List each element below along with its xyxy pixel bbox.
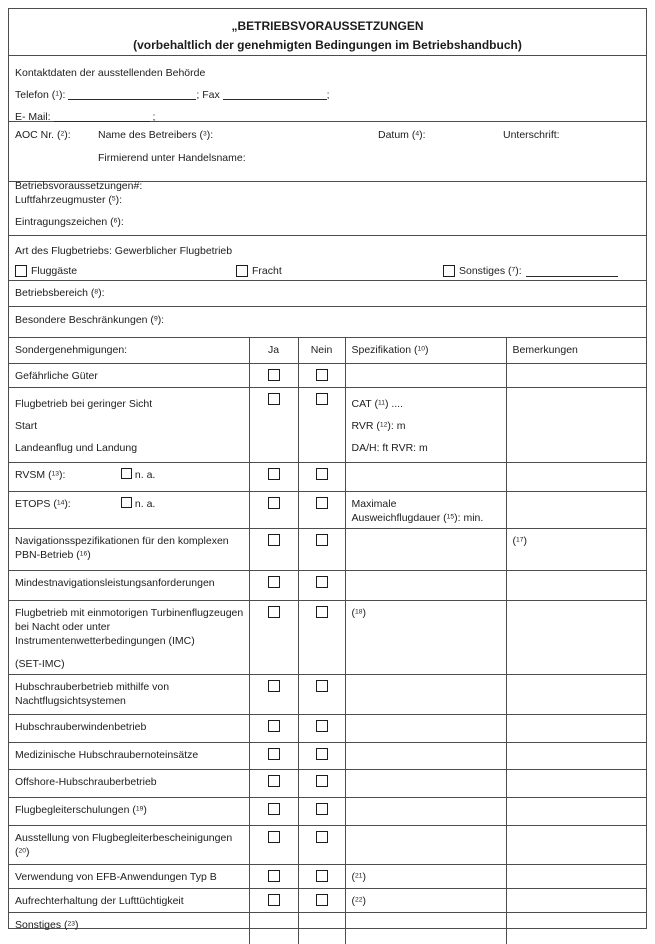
- spec-cell: ($^{18}$): [345, 600, 506, 674]
- yes-checkbox[interactable]: [268, 870, 280, 882]
- row-label: Mindestnavigationsleistungsanforderungen: [9, 570, 249, 600]
- spec-cell: [345, 674, 506, 714]
- row-label: Verwendung von EFB-Anwendungen Typ B: [9, 864, 249, 888]
- yes-checkbox[interactable]: [268, 748, 280, 760]
- yes-checkbox[interactable]: [268, 680, 280, 692]
- row-label: Ausstellung von Flugbegleiterbescheinigungen ($^{20}$): [9, 825, 249, 864]
- yes-checkbox[interactable]: [268, 831, 280, 843]
- row-label: Gefährliche Güter: [9, 363, 249, 387]
- page-title: „BETRIEBSVORAUSSETZUNGEN: [231, 19, 424, 33]
- no-checkbox[interactable]: [316, 606, 328, 618]
- col-header-yes: Ja: [249, 338, 298, 363]
- option-other: [443, 261, 618, 281]
- yes-cell: [249, 528, 298, 570]
- special-limitations-section: [9, 307, 646, 338]
- col-header-spec: Spezifikation ($^{10}$): [345, 338, 506, 363]
- no-cell: [298, 570, 345, 600]
- passengers-checkbox[interactable]: [15, 265, 27, 277]
- table-row-other: [9, 912, 646, 944]
- spec-cell: [345, 825, 506, 864]
- no-cell: [298, 674, 345, 714]
- title-block: [9, 9, 646, 56]
- yes-cell: [249, 797, 298, 825]
- no-cell: [298, 387, 345, 462]
- signature-label: Unterschrift:: [503, 129, 560, 141]
- table-row-offshore: [9, 769, 646, 797]
- aircraft-model-label: Luftfahrzeugmuster ($^5$):: [15, 194, 123, 206]
- no-cell: [298, 912, 345, 944]
- aoc-number-label: AOC Nr. ($^2$):: [15, 129, 71, 141]
- other-label: Sonstiges ($^7$):: [459, 265, 522, 277]
- table-row-nvis: [9, 674, 646, 714]
- row-label: Flugbetrieb bei geringer Sicht Start Landeanflug und Landung: [9, 387, 249, 462]
- remarks-cell: [506, 825, 646, 864]
- table-row-dangerous-goods: [9, 363, 646, 387]
- email-label: E- Mail:: [15, 111, 51, 123]
- spec-cell: [345, 797, 506, 825]
- no-checkbox[interactable]: [316, 894, 328, 906]
- spec-cell: Maximale Ausweichflugdauer ($^{15}$): min.: [345, 491, 506, 528]
- other-field[interactable]: [526, 265, 618, 277]
- no-cell: [298, 714, 345, 742]
- row-label: Hubschrauberwindenbetrieb: [9, 714, 249, 742]
- no-checkbox[interactable]: [316, 680, 328, 692]
- remarks-cell: ($^{17}$): [506, 528, 646, 570]
- remarks-cell: [506, 674, 646, 714]
- yes-cell: [249, 864, 298, 888]
- no-checkbox[interactable]: [316, 775, 328, 787]
- table-row-rvsm: [9, 462, 646, 491]
- remarks-cell: [506, 462, 646, 491]
- row-label: Hubschrauberbetrieb mithilfe von Nachtflugsichtsystemen: [9, 674, 249, 714]
- no-checkbox[interactable]: [316, 534, 328, 546]
- no-checkbox[interactable]: [316, 720, 328, 732]
- spec-cell: [345, 363, 506, 387]
- table-row-hems: [9, 742, 646, 769]
- yes-checkbox[interactable]: [268, 576, 280, 588]
- cargo-label: Fracht: [252, 265, 282, 277]
- yes-checkbox[interactable]: [268, 803, 280, 815]
- col-header-no: Nein: [298, 338, 345, 363]
- yes-checkbox[interactable]: [268, 775, 280, 787]
- trade-name-label: Firmierend unter Handelsname:: [98, 152, 246, 164]
- yes-cell: [249, 387, 298, 462]
- yes-cell: [249, 462, 298, 491]
- remarks-cell: [506, 864, 646, 888]
- remarks-cell: [506, 742, 646, 769]
- operation-area-section: [9, 281, 646, 307]
- operator-grid: [15, 128, 640, 174]
- yes-cell: [249, 714, 298, 742]
- yes-cell: [249, 912, 298, 944]
- no-cell: [298, 888, 345, 912]
- table-row-cabin-crew-training: [9, 797, 646, 825]
- na-checkbox[interactable]: [121, 468, 132, 479]
- operator-name-label: Name des Betreibers ($^3$):: [98, 129, 214, 141]
- remarks-cell: [506, 912, 646, 944]
- yes-cell: [249, 600, 298, 674]
- yes-checkbox[interactable]: [268, 468, 280, 480]
- approvals-table: [9, 338, 646, 944]
- remarks-cell: [506, 769, 646, 797]
- line1-end: ;: [326, 89, 330, 101]
- no-cell: [298, 797, 345, 825]
- no-cell: [298, 742, 345, 769]
- remarks-cell: [506, 797, 646, 825]
- remarks-cell: [506, 888, 646, 912]
- date-label: Datum ($^4$):: [378, 129, 426, 141]
- no-checkbox[interactable]: [316, 748, 328, 760]
- no-checkbox[interactable]: [316, 468, 328, 480]
- no-cell: [298, 864, 345, 888]
- telefon-fax-line: [15, 84, 640, 106]
- yes-checkbox[interactable]: [268, 534, 280, 546]
- passengers-label: Fluggäste: [31, 265, 78, 277]
- no-checkbox[interactable]: [316, 870, 328, 882]
- table-row-mnps: [9, 570, 646, 600]
- operation-type-section: [9, 236, 646, 281]
- row-label: Offshore-Hubschrauberbetrieb: [9, 769, 249, 797]
- row-label: RVSM ($^{13}$): n. a.: [9, 462, 249, 491]
- spec-cell: ($^{21}$): [345, 864, 506, 888]
- special-limitations-label: Besondere Beschränkungen ($^9$):: [15, 314, 165, 326]
- line2-end: ;: [152, 111, 156, 123]
- spec-cell: [345, 769, 506, 797]
- yes-cell: [249, 742, 298, 769]
- row-label: Navigationsspezifikationen für den komplexen PBN-Betrieb ($^{16}$): [9, 528, 249, 570]
- no-cell: [298, 528, 345, 570]
- table-row-efb: [9, 864, 646, 888]
- spec-cell: [345, 462, 506, 491]
- email-field[interactable]: [54, 110, 150, 122]
- row-label: Flugbetrieb mit einmotorigen Turbinenflugzeugen bei Nacht oder unter Instrumentenwetterbedingungen (IMC) (SET-IMC): [9, 600, 249, 674]
- table-row-low-visibility: [9, 387, 646, 462]
- no-checkbox[interactable]: [316, 497, 328, 509]
- yes-cell: [249, 769, 298, 797]
- row-label: Sonstiges ($^{23}$): [9, 912, 249, 944]
- form-page: [8, 8, 647, 929]
- yes-cell: [249, 491, 298, 528]
- spec-cell: ($^{22}$): [345, 888, 506, 912]
- operator-section: [9, 122, 646, 192]
- yes-checkbox[interactable]: [268, 369, 280, 381]
- yes-cell: [249, 825, 298, 864]
- no-checkbox[interactable]: [316, 803, 328, 815]
- operation-type-heading: Art des Flugbetriebs: Gewerblicher Flugbetrieb: [15, 245, 233, 257]
- row-label: ETOPS ($^{14}$): n. a.: [9, 491, 249, 528]
- col-header-name: Sondergenehmigungen:: [9, 338, 249, 363]
- remarks-cell: [506, 600, 646, 674]
- registration-marks-label: Eintragungszeichen ($^6$):: [15, 216, 124, 228]
- remarks-cell: [506, 491, 646, 528]
- table-row-pbn: [9, 528, 646, 570]
- table-row-hoist: [9, 714, 646, 742]
- na-label: n. a.: [134, 468, 156, 481]
- no-checkbox[interactable]: [316, 576, 328, 588]
- telefon-field[interactable]: [68, 88, 196, 100]
- yes-checkbox[interactable]: [268, 393, 280, 405]
- yes-checkbox[interactable]: [268, 894, 280, 906]
- spec-cell: [345, 742, 506, 769]
- fax-field[interactable]: [223, 88, 327, 100]
- no-cell: [298, 462, 345, 491]
- aircraft-section: [9, 182, 646, 236]
- remarks-cell: [506, 387, 646, 462]
- no-checkbox[interactable]: [316, 393, 328, 405]
- no-cell: [298, 825, 345, 864]
- yes-checkbox[interactable]: [268, 606, 280, 618]
- spec-cell: [345, 714, 506, 742]
- no-cell: [298, 600, 345, 674]
- yes-checkbox[interactable]: [268, 720, 280, 732]
- yes-cell: [249, 363, 298, 387]
- row-label: Flugbegleiterschulungen ($^{19}$): [9, 797, 249, 825]
- spec-cell: [345, 528, 506, 570]
- operation-type-options: [15, 261, 640, 281]
- yes-cell: [249, 888, 298, 912]
- spec-cell: [345, 570, 506, 600]
- yes-checkbox[interactable]: [268, 497, 280, 509]
- contact-heading: Kontaktdaten der ausstellenden Behörde: [15, 67, 206, 79]
- no-cell: [298, 491, 345, 528]
- na-label: n. a.: [134, 497, 156, 510]
- remarks-cell: [506, 714, 646, 742]
- col-header-remarks: Bemerkungen: [506, 338, 646, 363]
- operation-area-label: Betriebsbereich ($^8$):: [15, 287, 105, 299]
- spec-cell: CAT ($^{11}$) .... RVR ($^{12}$): m DA/H: ft RVR: m: [345, 387, 506, 462]
- opspec-number-label: Betriebsvoraussetzungen#:: [15, 180, 143, 192]
- remarks-cell: [506, 363, 646, 387]
- row-label: Aufrechterhaltung der Lufttüchtigkeit: [9, 888, 249, 912]
- yes-cell: [249, 674, 298, 714]
- option-cargo: [236, 261, 443, 281]
- table-header-row: [9, 338, 646, 363]
- option-passengers: [15, 261, 236, 281]
- no-cell: [298, 769, 345, 797]
- no-checkbox[interactable]: [316, 369, 328, 381]
- na-checkbox[interactable]: [121, 497, 132, 508]
- cargo-checkbox[interactable]: [236, 265, 248, 277]
- no-cell: [298, 363, 345, 387]
- table-row-etops: [9, 491, 646, 528]
- spec-cell: [345, 912, 506, 944]
- table-row-cabin-crew-attestation: [9, 825, 646, 864]
- remarks-cell: [506, 570, 646, 600]
- table-row-airworthiness: [9, 888, 646, 912]
- yes-cell: [249, 570, 298, 600]
- telefon-label: Telefon ($^1$):: [15, 89, 66, 101]
- no-checkbox[interactable]: [316, 831, 328, 843]
- fax-label: ; Fax: [196, 89, 220, 101]
- row-label: Medizinische Hubschraubernoteinsätze: [9, 742, 249, 769]
- page-subtitle: (vorbehaltlich der genehmigten Bedingungen im Betriebshandbuch): [133, 38, 522, 52]
- table-row-set-imc: [9, 600, 646, 674]
- other-checkbox[interactable]: [443, 265, 455, 277]
- contact-section: [9, 56, 646, 122]
